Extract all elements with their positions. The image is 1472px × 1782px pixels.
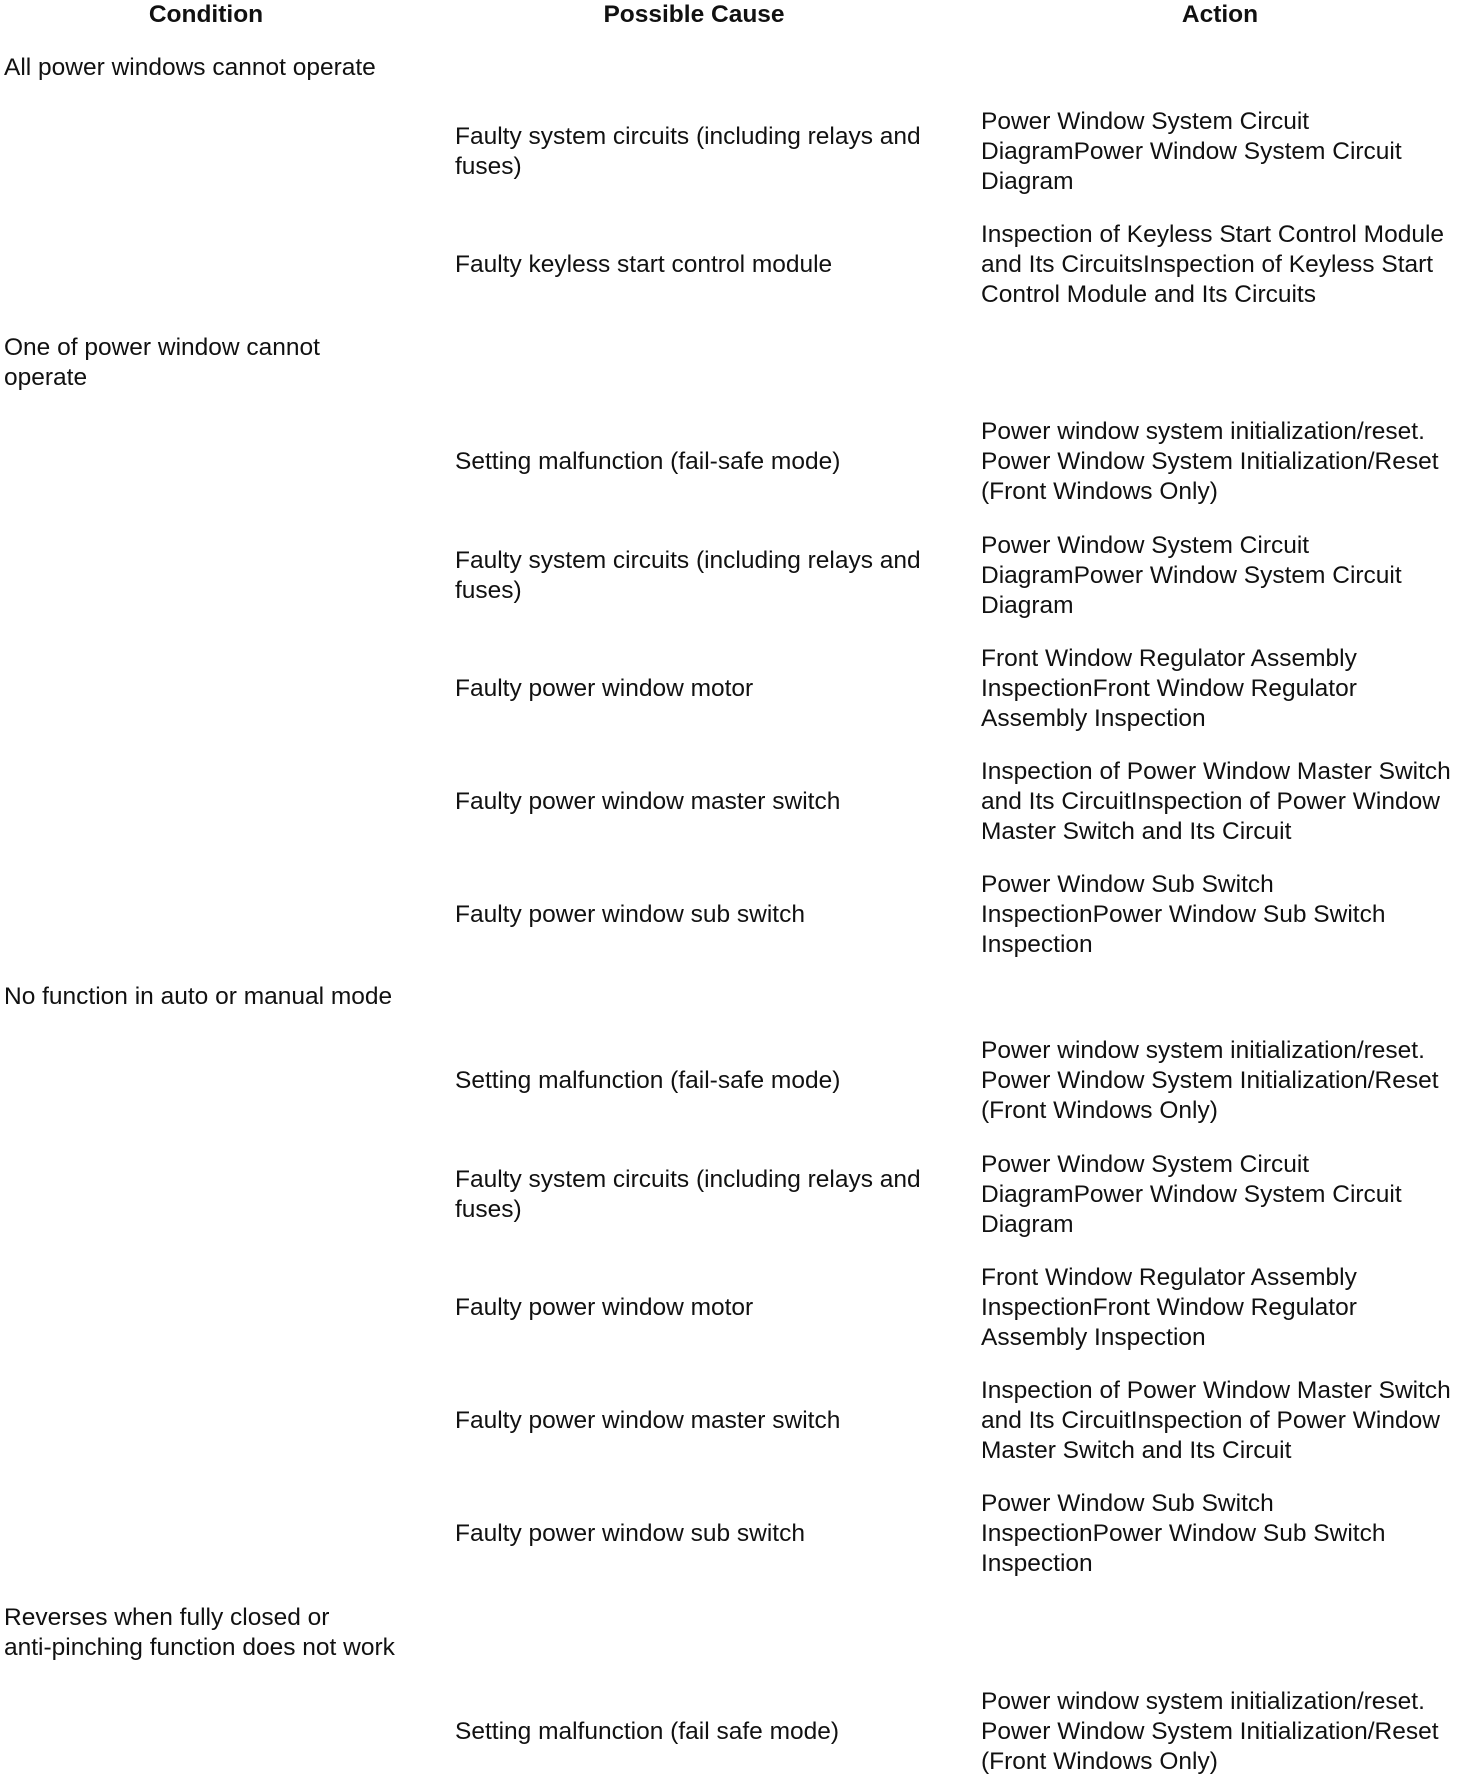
cause-cell: Faulty power window sub switch <box>455 901 805 928</box>
condition-all-windows: All power windows cannot operate <box>4 54 376 81</box>
header-action: Action <box>1181 1 1259 28</box>
action-cell: Power Window System Circuit DiagramPower Window System Circuit Diagram <box>981 1151 1402 1238</box>
action-cell: Power Window Sub Switch InspectionPower Window Sub Switch Inspection <box>981 1490 1386 1577</box>
cause-cell: Faulty keyless start control module <box>455 251 833 278</box>
action-cell: Front Window Regulator Assembly InspectionFront Window Regulator Assembly Inspection <box>981 1264 1357 1351</box>
cause-cell: Setting malfunction (fail-safe mode) <box>455 1067 841 1094</box>
cause-cell: Faulty system circuits (including relays and fuses) <box>455 547 921 604</box>
action-cell: Inspection of Power Window Master Switch and Its CircuitInspection of Power Window Master Switch and Its Circuit <box>981 758 1451 845</box>
cause-cell: Setting malfunction (fail-safe mode) <box>455 448 841 475</box>
action-cell: Inspection of Keyless Start Control Module and Its CircuitsInspection of Keyless Start Control Module and Its Circuits <box>981 221 1445 308</box>
cause-text: Faulty system circuits (including relays and fuses) <box>455 123 921 180</box>
action-cell: Inspection of Power Window Master Switch and Its CircuitInspection of Power Window Master Switch and Its Circuit <box>981 1377 1451 1464</box>
cause-cell: Faulty power window motor <box>455 675 754 702</box>
action-cell: Power Window System Circuit DiagramPower Window System Circuit Diagram <box>981 108 1402 195</box>
cause-cell: Faulty power window master switch <box>455 1407 841 1434</box>
header-condition: Condition <box>148 1 264 28</box>
cause-cell: Faulty system circuits (including relays and fuses) <box>455 1166 921 1223</box>
action-cell: Power window system initialization/reset. Power Window System Initialization/Reset (Front Windows Only) <box>981 1688 1439 1775</box>
cause-cell: Setting malfunction (fail safe mode) <box>455 1718 840 1745</box>
condition-no-function: No function in auto or manual mode <box>4 983 393 1010</box>
action-cell: Power window system initialization/reset. Power Window System Initialization/Reset (Front Windows Only) <box>981 418 1439 505</box>
cause-cell: Faulty power window motor <box>455 1294 754 1321</box>
cause-cell <box>455 122 975 182</box>
action-cell: Front Window Regulator Assembly InspectionFront Window Regulator Assembly Inspection <box>981 645 1357 732</box>
condition-one-window: One of power window cannot operate <box>4 334 320 391</box>
action-cell: Power window system initialization/reset. Power Window System Initialization/Reset (Front Windows Only) <box>981 1037 1439 1124</box>
cause-cell: Faulty power window master switch <box>455 788 841 815</box>
condition-reverses: Reverses when fully closed or anti-pinching function does not work <box>4 1604 395 1661</box>
cause-cell: Faulty power window sub switch <box>455 1520 805 1547</box>
action-cell: Power Window System Circuit DiagramPower Window System Circuit Diagram <box>981 532 1402 619</box>
header-possible-cause: Possible Cause <box>603 1 785 28</box>
action-cell: Power Window Sub Switch InspectionPower Window Sub Switch Inspection <box>981 871 1386 958</box>
